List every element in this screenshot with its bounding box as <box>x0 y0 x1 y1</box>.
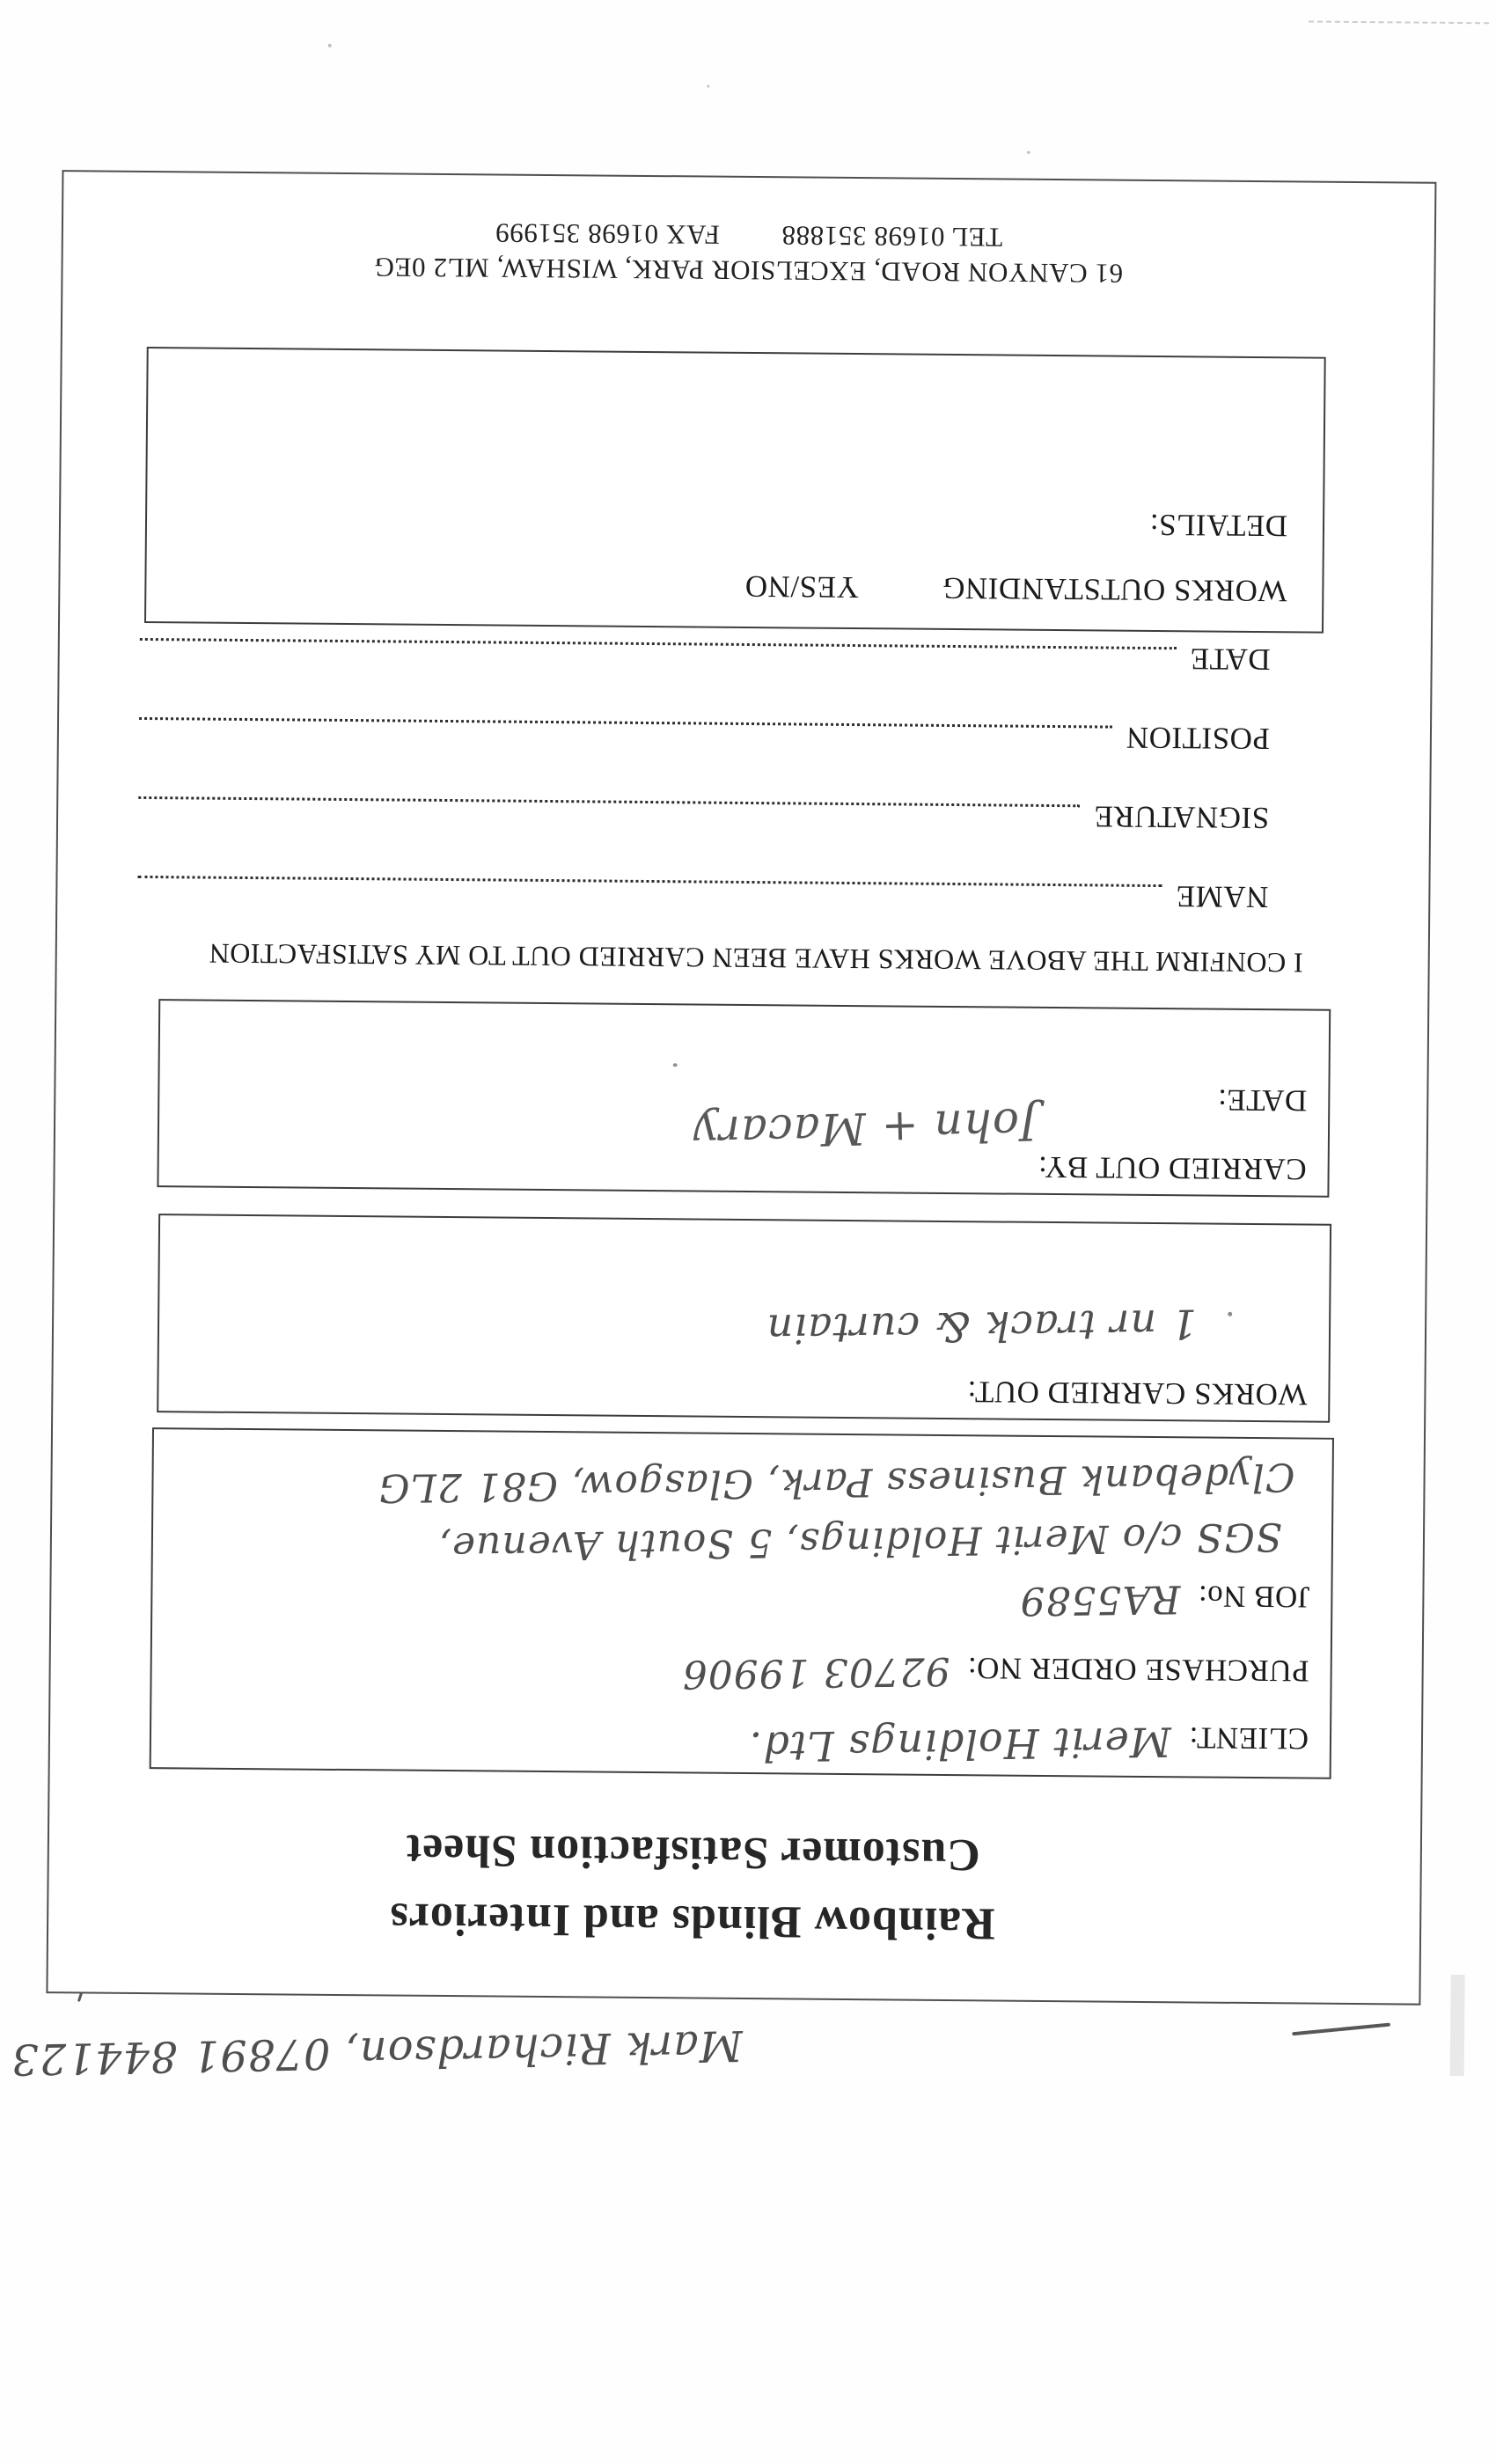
job-number-label: JOB No: <box>1198 1579 1310 1615</box>
field-row-position <box>139 711 1270 763</box>
carried-out-by-label: CARRIED OUT BY: <box>1038 1149 1307 1187</box>
carried-out-by-handwriting: John + Macary <box>692 1097 1038 1159</box>
footer <box>62 211 1434 294</box>
client-details-box <box>150 1427 1334 1779</box>
name-dotted-line <box>137 876 1162 888</box>
handwritten-contact-note: Mark Richardson, 07891 844123 <box>10 2020 744 2084</box>
footer-address: 61 CANYON ROAD, EXCELSIOR PARK, WISHAW, ML2 0EG <box>373 252 1124 290</box>
scan-speck <box>1228 1312 1232 1316</box>
scan-speck <box>1027 151 1030 154</box>
date-field-label: DATE <box>1190 642 1271 678</box>
job-number-value-handwriting: RA5589 <box>1019 1576 1181 1624</box>
company-name: Rainbow Blinds and Interiors <box>389 1893 996 1949</box>
field-row-signature <box>138 790 1269 842</box>
footer-gap <box>720 226 781 227</box>
scan-artifact-strip <box>1450 1975 1465 2076</box>
name-field-label: NAME <box>1176 879 1269 915</box>
date-dotted-line <box>140 638 1177 650</box>
signature-field-label: SIGNATURE <box>1094 799 1270 836</box>
scan-speck <box>673 1063 678 1067</box>
scan-speck <box>707 85 709 88</box>
signature-dotted-line <box>138 796 1080 808</box>
works-outstanding-yesno: YES/NO <box>744 568 859 605</box>
pen-dash-mark <box>1292 2023 1390 2036</box>
works-carried-out-label: WORKS CARRIED OUT: <box>966 1375 1308 1412</box>
client-label: CLIENT: <box>1188 1720 1309 1756</box>
carried-out-by-box <box>157 999 1331 1198</box>
scan-speck <box>328 44 332 48</box>
position-dotted-line <box>139 717 1112 730</box>
position-field-label: POSITION <box>1126 720 1271 757</box>
client-value-handwriting: Merit Holdings Ltd. <box>748 1718 1172 1771</box>
field-row-date <box>140 632 1271 684</box>
client-address-line2-handwriting: Clydebank Business Park, Glasgow, G81 2LG <box>378 1454 1295 1511</box>
client-address-line1-handwriting: SGS c/o Merit Holdings, 5 South Avenue, <box>437 1514 1283 1570</box>
works-carried-out-handwriting: 1 nr track & curtain <box>766 1300 1198 1353</box>
scan-artifact-dashes <box>1309 21 1489 25</box>
confirmation-statement: I CONFIRM THE ABOVE WORKS HAVE BEEN CARRIED OUT TO MY SATISFACTION <box>209 937 1303 979</box>
carried-out-date-label: DATE: <box>1217 1082 1308 1118</box>
works-outstanding-box <box>144 347 1326 634</box>
letterhead <box>48 1812 1420 1962</box>
footer-tel: TEL 01698 351888 <box>781 220 1003 253</box>
works-outstanding-label: WORKS OUTSTANDING <box>942 570 1287 609</box>
form-page <box>46 170 1436 2006</box>
field-row-name <box>137 869 1268 921</box>
works-carried-out-box <box>157 1214 1331 1423</box>
form-title: Customer Satisfaction Sheet <box>405 1824 981 1881</box>
purchase-order-value-handwriting: 92703 19906 <box>681 1648 950 1697</box>
purchase-order-label: PURCHASE ORDER NO: <box>967 1651 1309 1689</box>
details-label: DETAILS: <box>1149 507 1288 544</box>
footer-fax: FAX 01698 351999 <box>495 217 721 251</box>
